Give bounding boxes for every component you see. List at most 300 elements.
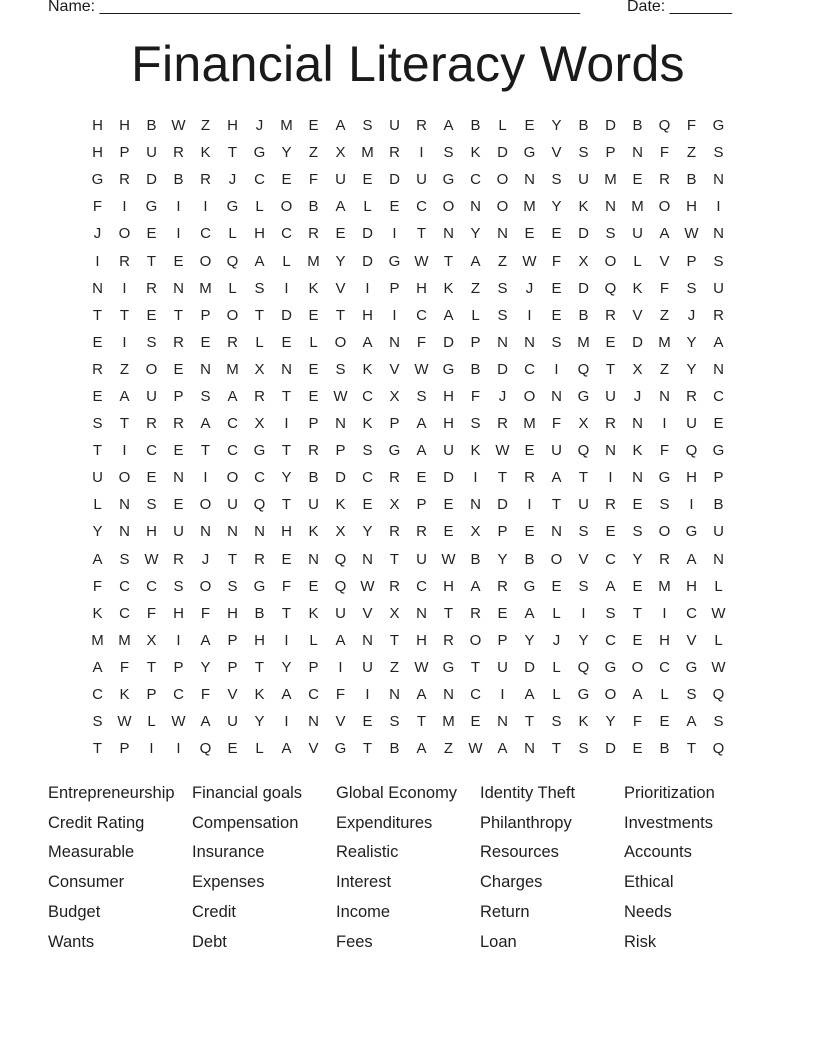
grid-cell: T	[200, 442, 211, 460]
grid-cell: B	[470, 360, 481, 378]
grid-cell: O	[145, 360, 158, 378]
grid-cell: E	[92, 333, 103, 351]
grid-cell: Q	[577, 442, 590, 460]
grid-cell: N	[119, 496, 130, 514]
word-bank-item: Expenditures	[336, 813, 433, 832]
grid-cell: S	[578, 144, 589, 162]
grid-cell: N	[632, 469, 643, 487]
grid-cell: W	[711, 604, 726, 622]
grid-cell: V	[335, 713, 346, 731]
word-bank-item: Financial goals	[192, 783, 303, 802]
grid-cell: K	[254, 686, 265, 704]
grid-cell: F	[632, 713, 643, 731]
grid-cell: V	[632, 306, 643, 324]
grid-cell: G	[658, 469, 671, 487]
grid-cell: N	[470, 496, 481, 514]
grid-cell: W	[522, 252, 537, 270]
grid-row	[84, 600, 732, 627]
grid-row	[84, 573, 732, 600]
grid-cell: C	[146, 442, 157, 460]
grid-cell: D	[497, 360, 508, 378]
grid-cell: K	[632, 442, 643, 460]
grid-cell: E	[335, 225, 346, 243]
grid-cell: I	[122, 333, 127, 351]
grid-cell: D	[362, 252, 373, 270]
grid-cell: M	[604, 171, 617, 189]
grid-cell: S	[632, 523, 643, 541]
grid-cell: L	[255, 198, 264, 216]
grid-cell: G	[442, 658, 455, 676]
grid-cell: O	[496, 171, 509, 189]
word-bank-item: Return	[480, 903, 530, 922]
grid-cell: G	[226, 198, 239, 216]
grid-cell: A	[119, 387, 130, 405]
grid-cell: O	[604, 252, 617, 270]
grid-cell: N	[200, 360, 211, 378]
grid-cell: Y	[362, 523, 373, 541]
grid-cell: K	[470, 442, 481, 460]
grid-cell: K	[632, 279, 643, 297]
grid-cell: V	[362, 604, 373, 622]
grid-cell: T	[92, 740, 103, 758]
grid-cell: T	[443, 604, 454, 622]
grid-cell: H	[686, 198, 697, 216]
grid-cell: R	[92, 360, 103, 378]
grid-cell: U	[335, 604, 346, 622]
grid-cell: S	[146, 496, 157, 514]
grid-cell: E	[281, 550, 292, 568]
grid-cell: U	[632, 225, 643, 243]
grid-cell: S	[173, 577, 184, 595]
grid-cell: N	[524, 740, 535, 758]
grid-cell: A	[497, 740, 508, 758]
grid-cell: B	[308, 469, 319, 487]
grid-cell: E	[281, 171, 292, 189]
grid-cell: B	[254, 604, 265, 622]
grid-cell: B	[659, 740, 670, 758]
grid-cell: H	[146, 523, 157, 541]
grid-cell: N	[362, 631, 373, 649]
grid-cell: L	[714, 631, 723, 649]
grid-cell: A	[416, 740, 427, 758]
grid-cell: H	[92, 144, 103, 162]
grid-cell: E	[227, 740, 238, 758]
grid-cell: Y	[92, 523, 103, 541]
grid-cell: V	[227, 686, 238, 704]
grid-cell: U	[389, 117, 400, 135]
grid-cell: X	[470, 523, 481, 541]
grid-cell: L	[552, 604, 561, 622]
grid-cell: C	[119, 577, 130, 595]
grid-cell: I	[527, 496, 532, 514]
grid-cell: E	[443, 496, 454, 514]
grid-cell: G	[712, 442, 725, 460]
grid-cell: F	[281, 577, 292, 595]
grid-cell: P	[308, 415, 319, 433]
grid-cell: G	[388, 252, 401, 270]
grid-cell: U	[686, 415, 697, 433]
grid-cell: S	[578, 740, 589, 758]
grid-row	[84, 139, 732, 166]
grid-cell: H	[173, 604, 184, 622]
grid-cell: S	[362, 117, 373, 135]
word-bank-item: Prioritization	[624, 783, 715, 802]
grid-cell: O	[550, 550, 563, 568]
grid-cell: W	[171, 117, 186, 135]
grid-cell: R	[605, 415, 616, 433]
grid-cell: T	[173, 306, 184, 324]
grid-cell: X	[335, 144, 346, 162]
grid-cell: G	[685, 658, 698, 676]
grid-cell: M	[280, 117, 293, 135]
grid-cell: C	[254, 171, 265, 189]
grid-cell: T	[497, 469, 508, 487]
grid-cell: F	[119, 658, 130, 676]
grid-cell: U	[92, 469, 103, 487]
word-bank-item: Consumer	[48, 873, 125, 892]
grid-cell: T	[416, 713, 427, 731]
grid-cell: Z	[200, 117, 211, 135]
grid-cell: D	[146, 171, 157, 189]
grid-cell: R	[659, 171, 670, 189]
grid-cell: X	[254, 360, 265, 378]
grid-cell: A	[416, 686, 427, 704]
grid-row	[84, 464, 732, 491]
grid-cell: I	[365, 279, 370, 297]
grid-cell: X	[146, 631, 157, 649]
grid-cell: A	[686, 550, 697, 568]
grid-row	[84, 302, 732, 329]
grid-cell: A	[200, 713, 211, 731]
grid-cell: I	[716, 198, 721, 216]
grid-cell: W	[144, 550, 159, 568]
grid-cell: L	[147, 713, 156, 731]
grid-cell: T	[551, 740, 562, 758]
grid-cell: T	[254, 658, 265, 676]
grid-cell: Y	[200, 658, 211, 676]
grid-cell: H	[254, 631, 265, 649]
grid-cell: H	[416, 631, 427, 649]
grid-cell: E	[605, 333, 616, 351]
grid-cell: K	[362, 415, 373, 433]
grid-cell: Q	[199, 740, 212, 758]
grid-cell: I	[284, 415, 289, 433]
grid-cell: A	[362, 333, 373, 351]
grid-row	[84, 518, 732, 545]
grid-cell: C	[227, 442, 238, 460]
grid-cell: O	[199, 496, 212, 514]
grid-cell: W	[333, 387, 348, 405]
grid-cell: G	[442, 171, 455, 189]
grid-cell: M	[361, 144, 374, 162]
grid-cell: E	[632, 577, 643, 595]
grid-cell: T	[146, 252, 157, 270]
grid-cell: N	[200, 523, 211, 541]
grid-cell: P	[686, 252, 697, 270]
grid-cell: R	[389, 523, 400, 541]
grid-cell: T	[119, 415, 130, 433]
word-bank-item: Credit Rating	[48, 813, 145, 832]
grid-cell: R	[524, 469, 535, 487]
grid-cell: G	[334, 740, 347, 758]
grid-cell: Z	[659, 306, 670, 324]
grid-cell: Q	[334, 577, 347, 595]
grid-row	[84, 112, 732, 139]
word-bank-row	[48, 867, 768, 897]
grid-cell: N	[362, 550, 373, 568]
grid-cell: K	[578, 198, 589, 216]
grid-cell: N	[713, 550, 724, 568]
grid-cell: C	[362, 387, 373, 405]
grid-cell: X	[578, 252, 589, 270]
grid-cell: N	[173, 469, 184, 487]
grid-cell: A	[227, 387, 238, 405]
grid-cell: D	[524, 658, 535, 676]
grid-cell: F	[659, 442, 670, 460]
grid-cell: B	[173, 171, 184, 189]
grid-cell: U	[578, 496, 589, 514]
grid-cell: S	[605, 604, 616, 622]
grid-cell: P	[335, 442, 346, 460]
grid-cell: E	[632, 496, 643, 514]
grid-cell: T	[686, 740, 697, 758]
grid-cell: A	[254, 252, 265, 270]
grid-cell: T	[281, 387, 292, 405]
grid-cell: K	[200, 144, 211, 162]
grid-cell: R	[389, 577, 400, 595]
grid-cell: N	[470, 198, 481, 216]
grid-cell: S	[119, 550, 130, 568]
grid-cell: R	[119, 252, 130, 270]
grid-cell: C	[281, 225, 292, 243]
grid-cell: O	[226, 469, 239, 487]
grid-cell: R	[605, 306, 616, 324]
grid-cell: G	[523, 144, 536, 162]
grid-cell: D	[578, 279, 589, 297]
grid-cell: T	[524, 713, 535, 731]
grid-cell: A	[632, 686, 643, 704]
grid-cell: M	[442, 713, 455, 731]
grid-cell: E	[146, 306, 157, 324]
grid-cell: S	[416, 387, 427, 405]
grid-cell: H	[227, 604, 238, 622]
grid-cell: E	[416, 469, 427, 487]
word-bank-item: Insurance	[192, 843, 265, 862]
grid-cell: X	[578, 415, 589, 433]
word-bank-item: Entrepreneurship	[48, 783, 175, 802]
grid-cell: T	[281, 496, 292, 514]
grid-cell: E	[551, 279, 562, 297]
grid-cell: E	[659, 713, 670, 731]
grid-cell: O	[334, 333, 347, 351]
grid-cell: A	[605, 577, 616, 595]
header	[48, 0, 748, 20]
grid-cell: S	[578, 577, 589, 595]
grid-cell: P	[119, 144, 130, 162]
grid-cell: W	[414, 252, 429, 270]
grid-cell: W	[684, 225, 699, 243]
grid-cell: A	[659, 225, 670, 243]
grid-cell: I	[392, 225, 397, 243]
grid-cell: K	[470, 144, 481, 162]
grid-cell: S	[146, 333, 157, 351]
grid-cell: F	[146, 604, 157, 622]
grid-cell: A	[416, 415, 427, 433]
grid-cell: Y	[281, 658, 292, 676]
word-bank-item: Credit	[192, 903, 237, 922]
grid-cell: R	[443, 631, 454, 649]
grid-cell: T	[92, 306, 103, 324]
grid-cell: S	[389, 713, 400, 731]
grid-cell: P	[470, 333, 481, 351]
grid-cell: W	[414, 360, 429, 378]
grid-cell: R	[227, 333, 238, 351]
grid-cell: H	[659, 631, 670, 649]
grid-cell: Y	[281, 144, 292, 162]
grid-cell: F	[659, 279, 670, 297]
grid-cell: A	[686, 713, 697, 731]
grid-cell: Z	[389, 658, 400, 676]
grid-cell: E	[497, 604, 508, 622]
grid-cell: H	[281, 523, 292, 541]
grid-cell: K	[362, 360, 373, 378]
word-bank-item: Measurable	[48, 843, 135, 862]
grid-cell: N	[443, 686, 454, 704]
grid-row	[84, 383, 732, 410]
grid-cell: Y	[524, 631, 535, 649]
grid-cell: E	[389, 198, 400, 216]
grid-cell: J	[93, 225, 102, 243]
grid-cell: T	[254, 306, 265, 324]
grid-cell: D	[605, 117, 616, 135]
grid-cell: S	[551, 333, 562, 351]
grid-cell: Y	[605, 713, 616, 731]
grid-cell: R	[173, 550, 184, 568]
grid-cell: T	[551, 496, 562, 514]
grid-cell: M	[118, 631, 131, 649]
grid-cell: G	[253, 144, 266, 162]
grid-cell: Q	[334, 550, 347, 568]
grid-cell: J	[525, 279, 534, 297]
grid-cell: C	[416, 306, 427, 324]
grid-cell: L	[309, 333, 318, 351]
word-bank-row	[48, 897, 768, 927]
grid-cell: D	[335, 469, 346, 487]
grid-cell: Q	[577, 360, 590, 378]
grid-cell: V	[551, 144, 562, 162]
grid-cell: B	[578, 306, 589, 324]
word-bank-row	[48, 808, 768, 838]
grid-cell: N	[524, 333, 535, 351]
grid-cell: H	[416, 279, 427, 297]
grid-cell: I	[365, 686, 370, 704]
grid-cell: R	[173, 415, 184, 433]
grid-cell: R	[173, 333, 184, 351]
grid-cell: Q	[604, 279, 617, 297]
word-bank-item: Needs	[624, 903, 672, 922]
grid-cell: P	[497, 631, 508, 649]
grid-cell: Y	[551, 117, 562, 135]
grid-cell: L	[228, 225, 237, 243]
grid-cell: E	[632, 171, 643, 189]
grid-cell: M	[577, 333, 590, 351]
grid-cell: V	[578, 550, 589, 568]
grid-cell: O	[226, 306, 239, 324]
grid-cell: Q	[577, 658, 590, 676]
grid-cell: G	[577, 686, 590, 704]
grid-cell: F	[551, 415, 562, 433]
grid-cell: G	[388, 442, 401, 460]
grid-cell: E	[524, 225, 535, 243]
grid-cell: Z	[443, 740, 454, 758]
grid-cell: D	[605, 740, 616, 758]
grid-cell: N	[524, 171, 535, 189]
letter-grid	[84, 112, 732, 762]
grid-cell: A	[416, 442, 427, 460]
grid-cell: D	[578, 225, 589, 243]
grid-cell: U	[335, 171, 346, 189]
grid-row	[84, 708, 732, 735]
grid-cell: A	[335, 631, 346, 649]
grid-cell: I	[284, 631, 289, 649]
grid-cell: S	[686, 279, 697, 297]
grid-cell: X	[389, 496, 400, 514]
grid-cell: N	[92, 279, 103, 297]
grid-cell: U	[578, 171, 589, 189]
grid-cell: G	[712, 117, 725, 135]
grid-cell: W	[495, 442, 510, 460]
grid-cell: V	[659, 252, 670, 270]
grid-cell: X	[389, 604, 400, 622]
grid-cell: R	[254, 387, 265, 405]
grid-cell: I	[176, 225, 181, 243]
grid-cell: L	[552, 686, 561, 704]
grid-cell: W	[441, 550, 456, 568]
grid-cell: H	[686, 469, 697, 487]
grid-cell: P	[227, 658, 238, 676]
grid-cell: A	[335, 198, 346, 216]
grid-cell: E	[524, 117, 535, 135]
grid-cell: K	[335, 496, 346, 514]
grid-cell: I	[176, 740, 181, 758]
grid-cell: R	[119, 171, 130, 189]
grid-cell: Y	[686, 360, 697, 378]
grid-cell: W	[711, 658, 726, 676]
grid-cell: I	[527, 306, 532, 324]
grid-row	[84, 220, 732, 247]
grid-cell: Z	[497, 252, 508, 270]
grid-cell: C	[362, 469, 373, 487]
grid-cell: M	[199, 279, 212, 297]
grid-cell: S	[254, 279, 265, 297]
grid-cell: Z	[659, 360, 670, 378]
grid-cell: N	[551, 523, 562, 541]
grid-row	[84, 275, 732, 302]
grid-cell: I	[122, 198, 127, 216]
grid-cell: U	[416, 171, 427, 189]
grid-cell: I	[203, 198, 208, 216]
grid-row	[84, 681, 732, 708]
grid-cell: U	[497, 658, 508, 676]
grid-cell: A	[443, 306, 454, 324]
grid-cell: S	[659, 496, 670, 514]
grid-cell: S	[551, 171, 562, 189]
grid-cell: I	[176, 631, 181, 649]
grid-cell: P	[146, 686, 157, 704]
grid-cell: F	[92, 198, 103, 216]
grid-cell: E	[173, 442, 184, 460]
grid-cell: G	[604, 658, 617, 676]
